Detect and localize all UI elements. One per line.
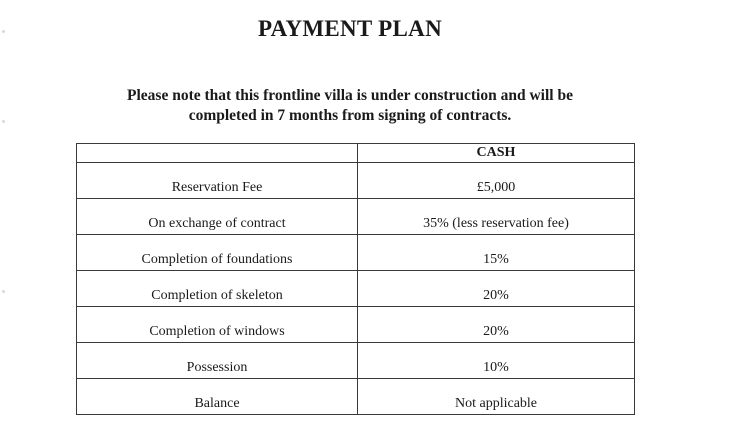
table-row: [77, 343, 635, 379]
stage-cell: Completion of skeleton: [77, 271, 358, 307]
payment-plan-table: [76, 143, 635, 415]
stage-cell: Possession: [77, 343, 358, 379]
table-row: [77, 379, 635, 415]
note-line: completed in 7 months from signing of contracts.: [188, 107, 512, 124]
stage-cell: Completion of windows: [77, 307, 358, 343]
header-cash: CASH: [358, 144, 635, 163]
table-row: [77, 271, 635, 307]
table-row: [77, 199, 635, 235]
stage-cell: Balance: [77, 379, 358, 415]
table-row: [77, 163, 635, 199]
construction-note: [0, 86, 700, 126]
scan-edge-mark: [2, 30, 5, 33]
scan-edge-mark: [2, 290, 5, 293]
stage-cell: Completion of foundations: [77, 235, 358, 271]
cash-cell: 20%: [358, 271, 635, 307]
cash-cell: 15%: [358, 235, 635, 271]
note-line: Please note that this frontline villa is under construction and will be: [127, 87, 573, 104]
table-header-row: [77, 144, 635, 163]
header-stage: [77, 144, 358, 163]
cash-cell: 35% (less reservation fee): [358, 199, 635, 235]
scan-edge-mark: [2, 120, 5, 123]
table-row: [77, 235, 635, 271]
cash-cell: 10%: [358, 343, 635, 379]
cash-cell: Not applicable: [358, 379, 635, 415]
cash-cell: 20%: [358, 307, 635, 343]
stage-cell: On exchange of contract: [77, 199, 358, 235]
cash-cell: £5,000: [358, 163, 635, 199]
stage-cell: Reservation Fee: [77, 163, 358, 199]
page-title: PAYMENT PLAN: [258, 16, 442, 41]
table-row: [77, 307, 635, 343]
